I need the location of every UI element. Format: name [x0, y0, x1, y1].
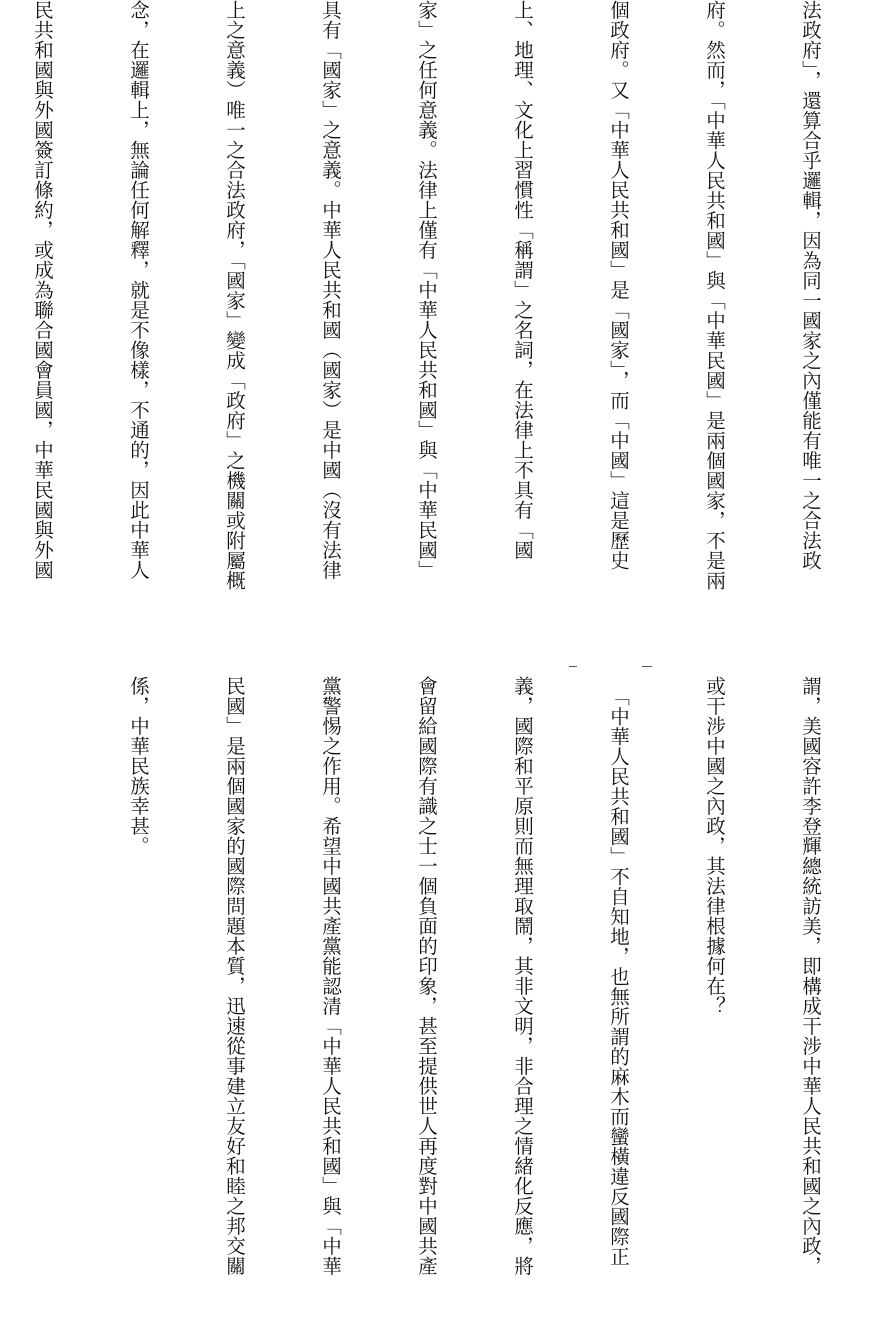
text-column: 黨警惕之作用。希望中國共產黨能認清「中華人民共和國」與「中華 — [319, 676, 342, 1276]
text-column: 法政府」，還算合乎邏輯，因為同一國家之內僅能有唯一之合法政 — [799, 0, 822, 571]
article-body-lower — [10, 676, 890, 1322]
text-column: 家」之任何意義。法律上僅有「中華人民共和國」與「中華民國」 — [415, 0, 438, 580]
spacer-column — [26, 676, 58, 1322]
text-column: 上、地理、文化上習慣性「稱謂」之名詞，在法律上不具有「國 — [511, 0, 534, 560]
text-column: 具有「國家」之意義。中華人民共和國（國家）是中國（沒有法律 — [319, 0, 342, 580]
text-column: 義，國際和平原則而無理取鬧，其非文明，非合理之情緒化反應，將 — [511, 676, 534, 1276]
section-divider — [569, 666, 577, 667]
text-column: 念，在邏輯上，無論任何解釋，就是不像樣，不通的，因此中華人 — [127, 0, 150, 580]
section-divider — [642, 666, 652, 667]
text-column: 府。然而，「中華人民共和國」與「中華民國」是兩個國家，不是兩 — [703, 0, 726, 591]
text-column: 謂，美國容許李登輝總統訪美，即構成干涉中華人民共和國之內政， — [799, 676, 822, 1276]
text-column: 上之意義）唯一之合法政府，「國家」變成「政府」之機關或附屬概 — [223, 0, 246, 591]
text-column: 或干涉中國之內政，其法律根據何在？ — [703, 676, 726, 1016]
text-column: 「中華人民共和國」不自知地，也無所謂的麻木而蠻橫違反國際正 — [607, 676, 630, 1267]
text-column: 民國」是兩個國家的國際問題本質，迅速從事建立友好和睦之邦交關 — [223, 676, 246, 1276]
text-column: 係，中華民族幸甚。 — [127, 676, 150, 856]
text-column: 個政府。又「中華人民共和國」是「國家」，而「中國」這是歷史 — [607, 0, 630, 571]
article-body-upper — [10, 0, 890, 664]
text-column: 會留給國際有識之士一個負面的印象，甚至提供世人再度對中國共產 — [415, 676, 438, 1276]
text-column: 民共和國與外國簽訂條約，或成為聯合國會員國，中華民國與外國 — [31, 0, 54, 580]
